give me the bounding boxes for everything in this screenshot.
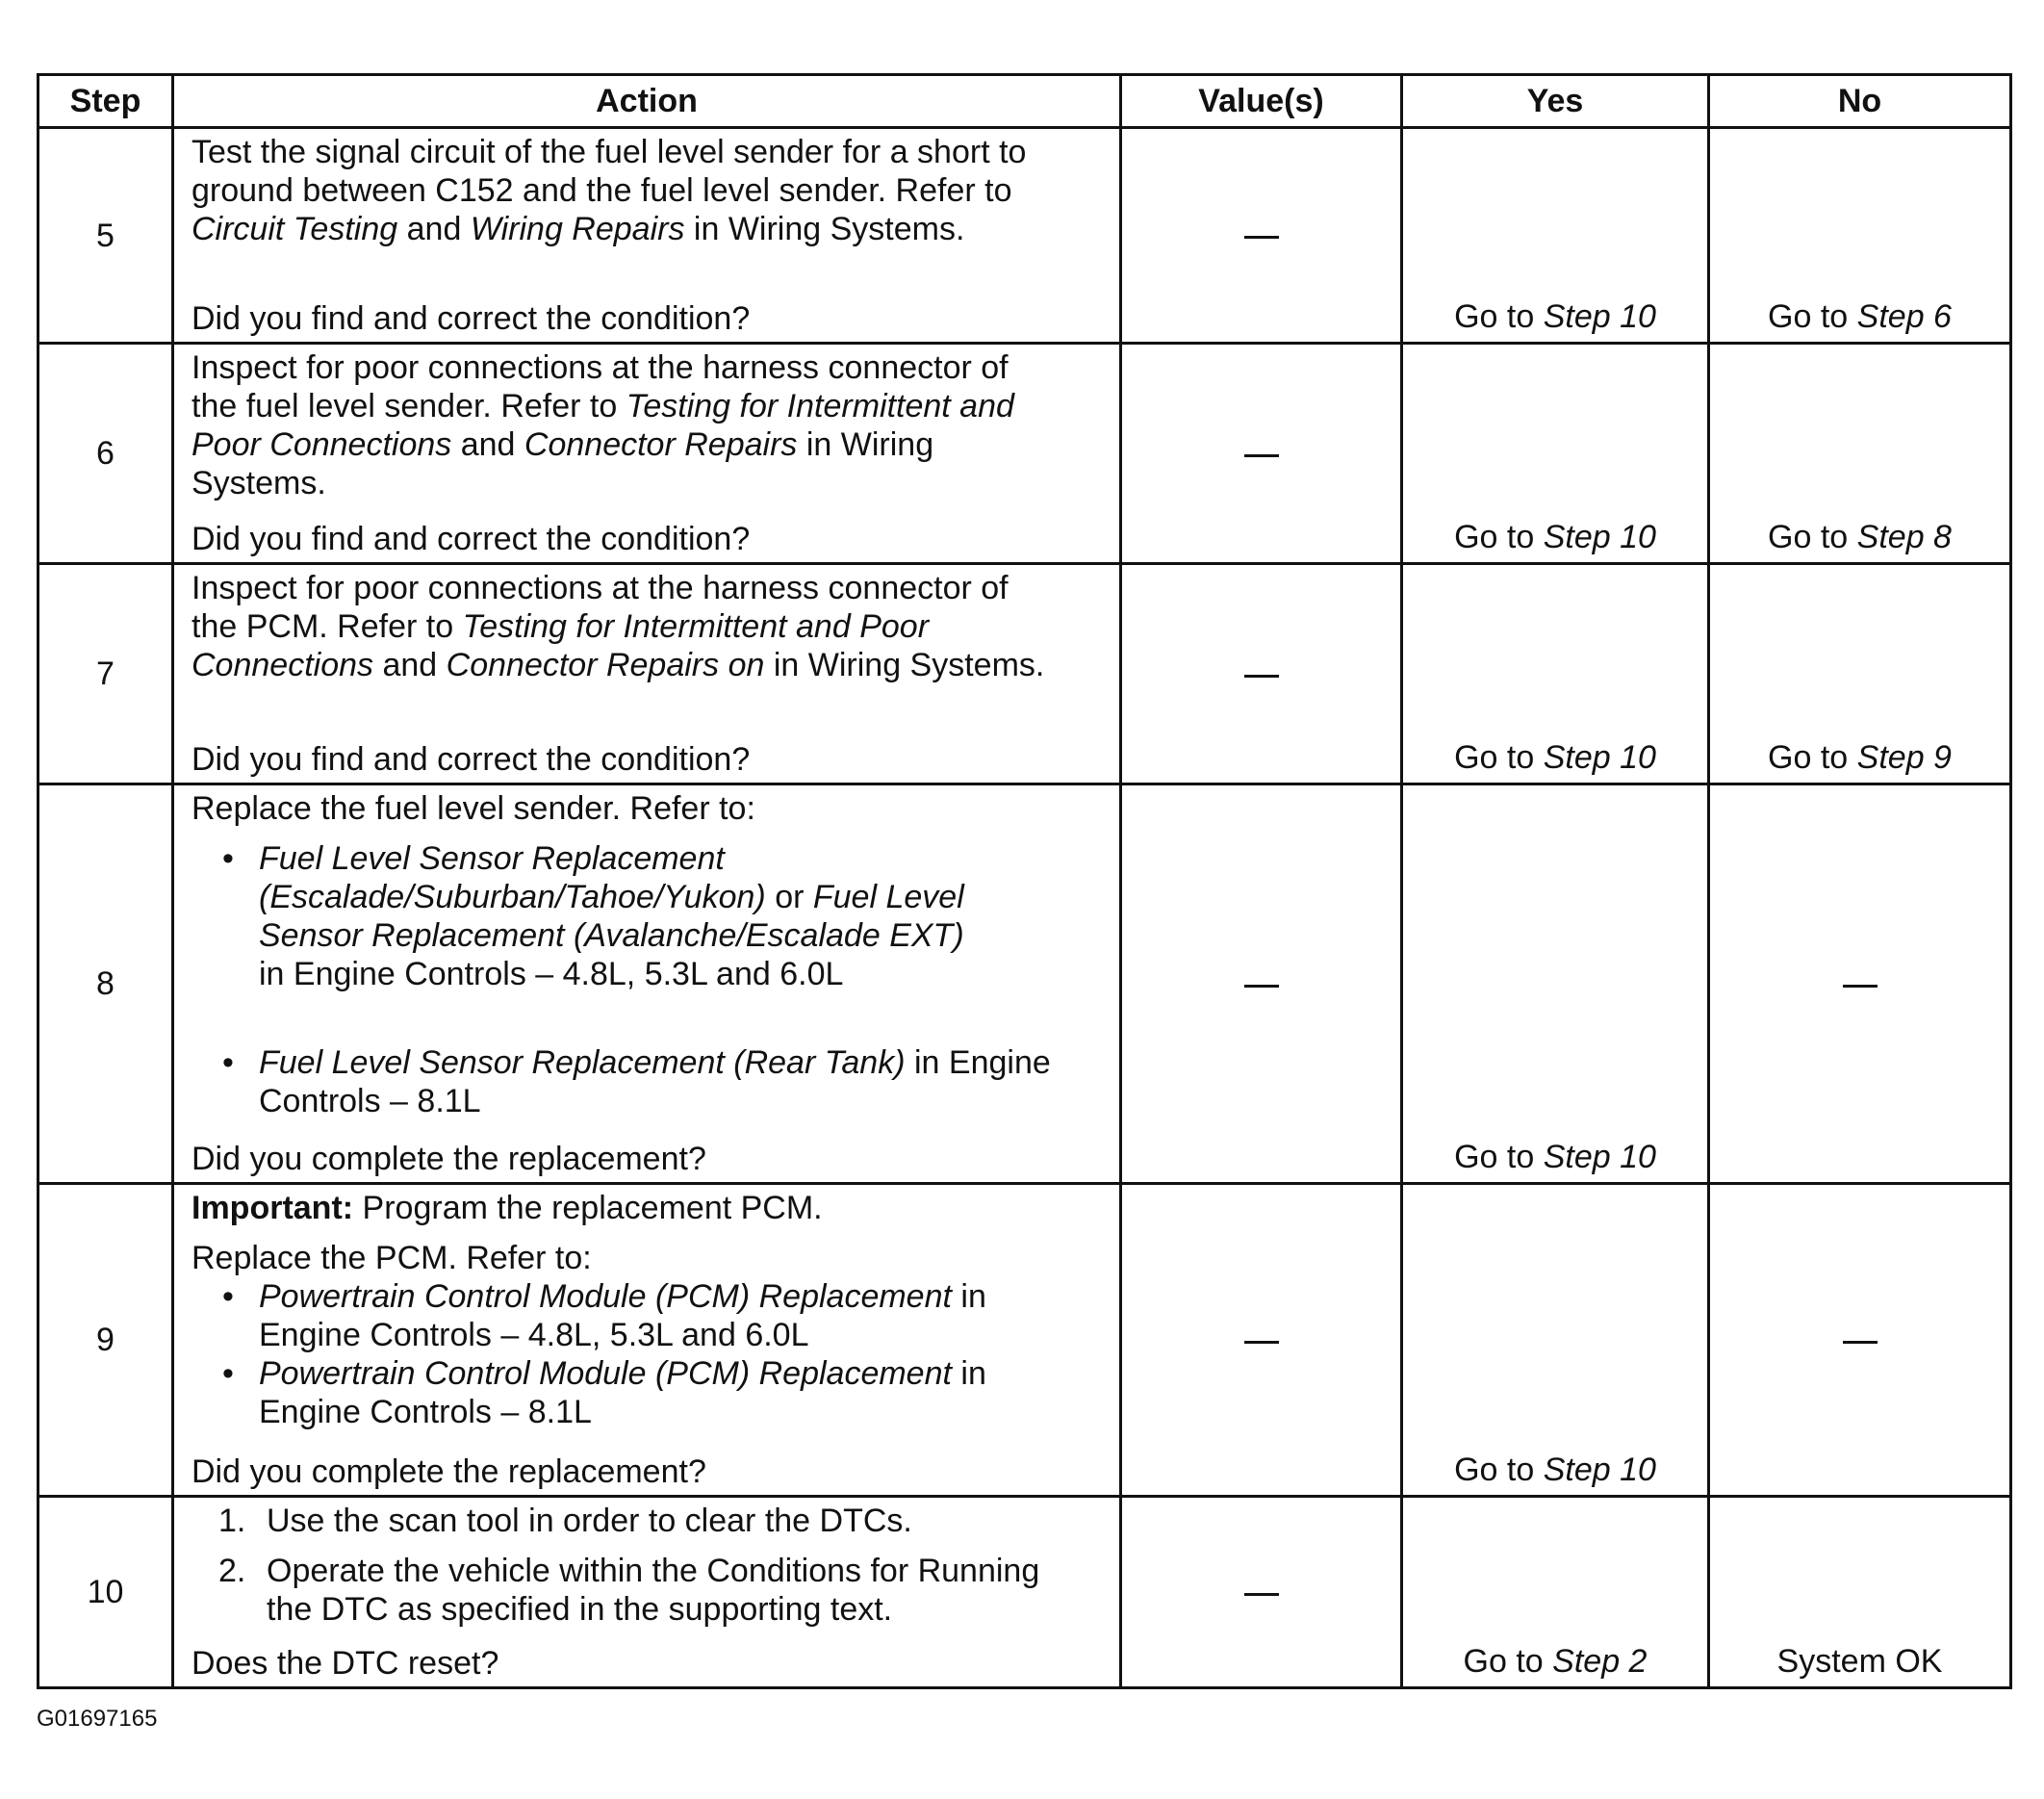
value-cell <box>1121 344 1402 564</box>
goto-step: Step 10 <box>1543 1452 1656 1488</box>
goto-step: Step 10 <box>1543 739 1656 776</box>
action-cell <box>173 344 1121 564</box>
list-item: • Fuel Level Sensor Replacement (Escalade/Suburban/Tahoe/Yukon) or Fuel Level Sensor Replacement (Avalanche/Escalade EXT) in Engine Controls – 4.8L, 5.3L and 6.0L <box>222 840 964 992</box>
action-question: Does the DTC reset? <box>192 1645 499 1682</box>
dash-mark <box>1244 985 1279 988</box>
action-cell <box>173 784 1121 1184</box>
important-note: Important: Program the replacement PCM. <box>192 1190 823 1226</box>
goto-step: Step 6 <box>1856 298 1952 335</box>
reference-link: Fuel Level Sensor Replacement <box>259 840 725 877</box>
header-row <box>38 75 2011 128</box>
header-step: Step <box>38 75 173 128</box>
action-cell <box>173 1184 1121 1497</box>
reference-link: Fuel Level <box>812 879 964 915</box>
goto-step: Step 10 <box>1543 1139 1656 1175</box>
list-item: • Powertrain Control Module (PCM) Replacement in Engine Controls – 8.1L <box>222 1355 986 1430</box>
action-line: Test the signal circuit of the fuel level sender for a short to <box>192 134 1027 170</box>
dash-mark <box>1244 236 1279 239</box>
table-row <box>38 128 2011 344</box>
action-line: Poor Connections and Connector Repairs in Wiring <box>192 426 934 463</box>
goto-step: Step 10 <box>1543 519 1656 555</box>
diagnostic-table <box>37 73 2012 1689</box>
value-cell <box>1121 564 1402 784</box>
action-line: Replace the PCM. Refer to: <box>192 1240 592 1276</box>
action-line: the PCM. Refer to Testing for Intermittent and Poor <box>192 608 930 645</box>
figure-id: G01697165 <box>37 1706 158 1732</box>
action-cell <box>173 1497 1121 1688</box>
reference-link: Wiring Repairs <box>470 211 685 247</box>
reference-link: Sensor Replacement (Avalanche/Escalade EXT) <box>259 917 964 954</box>
reference-link: (Escalade/Suburban/Tahoe/Yukon) <box>259 879 766 915</box>
header-yes: Yes <box>1402 75 1709 128</box>
dash-mark <box>1843 1341 1878 1344</box>
reference-link: Testing for Intermittent and Poor <box>462 608 930 645</box>
bullet-icon: • <box>222 1278 234 1315</box>
table-row <box>38 784 2011 1184</box>
action-cell <box>173 128 1121 344</box>
step-number: 10 <box>38 1497 173 1688</box>
action-question: Did you complete the replacement? <box>192 1453 706 1490</box>
reference-link: Powertrain Control Module (PCM) Replacement <box>259 1355 952 1392</box>
numbered-item: 2. Operate the vehicle within the Conditions for Running the DTC as specified in the supporting text. <box>218 1553 1040 1628</box>
header-values: Value(s) <box>1121 75 1402 128</box>
table-row <box>38 1184 2011 1497</box>
no-cell: Go to Step 6 <box>1709 128 2011 344</box>
action-cell <box>173 564 1121 784</box>
reference-link: Fuel Level Sensor Replacement (Rear Tank) <box>259 1044 906 1081</box>
dash-mark <box>1244 1593 1279 1596</box>
reference-link: Connector Repairs on <box>446 647 765 683</box>
header-action: Action <box>173 75 1121 128</box>
yes-cell: Go to Step 10 <box>1402 564 1709 784</box>
step-number: 7 <box>38 564 173 784</box>
numbered-item: 1. Use the scan tool in order to clear the DTCs. <box>218 1503 912 1539</box>
value-cell <box>1121 128 1402 344</box>
table-row <box>38 1497 2011 1688</box>
action-line: ground between C152 and the fuel level sender. Refer to <box>192 172 1012 209</box>
list-item: • Fuel Level Sensor Replacement (Rear Tank) in Engine Controls – 8.1L <box>222 1044 1051 1119</box>
action-line: Replace the fuel level sender. Refer to: <box>192 790 755 827</box>
value-cell <box>1121 784 1402 1184</box>
no-cell: System OK <box>1709 1497 2011 1688</box>
action-question: Did you find and correct the condition? <box>192 741 751 778</box>
action-line: Connections and Connector Repairs on in Wiring Systems. <box>192 647 1045 683</box>
action-line: Systems. <box>192 465 326 501</box>
action-line: Inspect for poor connections at the harness connector of <box>192 570 1009 606</box>
yes-cell: Go to Step 10 <box>1402 128 1709 344</box>
step-number: 6 <box>38 344 173 564</box>
action-question: Did you find and correct the condition? <box>192 300 751 337</box>
yes-cell: Go to Step 10 <box>1402 784 1709 1184</box>
value-cell <box>1121 1184 1402 1497</box>
action-line: the fuel level sender. Refer to Testing for Intermittent and <box>192 388 1014 424</box>
list-item: • Powertrain Control Module (PCM) Replacement in Engine Controls – 4.8L, 5.3L and 6.0L <box>222 1278 986 1353</box>
action-question: Did you complete the replacement? <box>192 1141 706 1177</box>
dash-mark <box>1244 675 1279 678</box>
no-cell <box>1709 1184 2011 1497</box>
no-cell: Go to Step 9 <box>1709 564 2011 784</box>
bullet-icon: • <box>222 1355 234 1392</box>
goto-step: Step 10 <box>1543 298 1656 335</box>
yes-cell: Go to Step 2 <box>1402 1497 1709 1688</box>
reference-link: Connector Repairs <box>524 426 798 463</box>
yes-cell: Go to Step 10 <box>1402 344 1709 564</box>
reference-link: Poor Connections <box>192 426 452 463</box>
no-cell <box>1709 784 2011 1184</box>
action-line: Circuit Testing and Wiring Repairs in Wiring Systems. <box>192 211 965 247</box>
step-number: 9 <box>38 1184 173 1497</box>
step-number: 5 <box>38 128 173 344</box>
reference-link: Connections <box>192 647 374 683</box>
dash-mark <box>1244 1341 1279 1344</box>
action-question: Did you find and correct the condition? <box>192 521 751 557</box>
goto-step: Step 9 <box>1856 739 1952 776</box>
reference-link: Powertrain Control Module (PCM) Replacement <box>259 1278 952 1315</box>
reference-link: Testing for Intermittent and <box>626 388 1014 424</box>
step-number: 8 <box>38 784 173 1184</box>
bullet-icon: • <box>222 1044 234 1081</box>
value-cell <box>1121 1497 1402 1688</box>
reference-link: Circuit Testing <box>192 211 398 247</box>
dash-mark <box>1244 454 1279 457</box>
no-cell: Go to Step 8 <box>1709 344 2011 564</box>
table-row <box>38 344 2011 564</box>
goto-step: Step 2 <box>1552 1643 1648 1680</box>
bullet-icon: • <box>222 840 234 877</box>
yes-cell: Go to Step 10 <box>1402 1184 1709 1497</box>
header-no: No <box>1709 75 2011 128</box>
table-row <box>38 564 2011 784</box>
dash-mark <box>1843 985 1878 988</box>
goto-step: Step 8 <box>1856 519 1952 555</box>
action-line: Inspect for poor connections at the harness connector of <box>192 349 1009 386</box>
